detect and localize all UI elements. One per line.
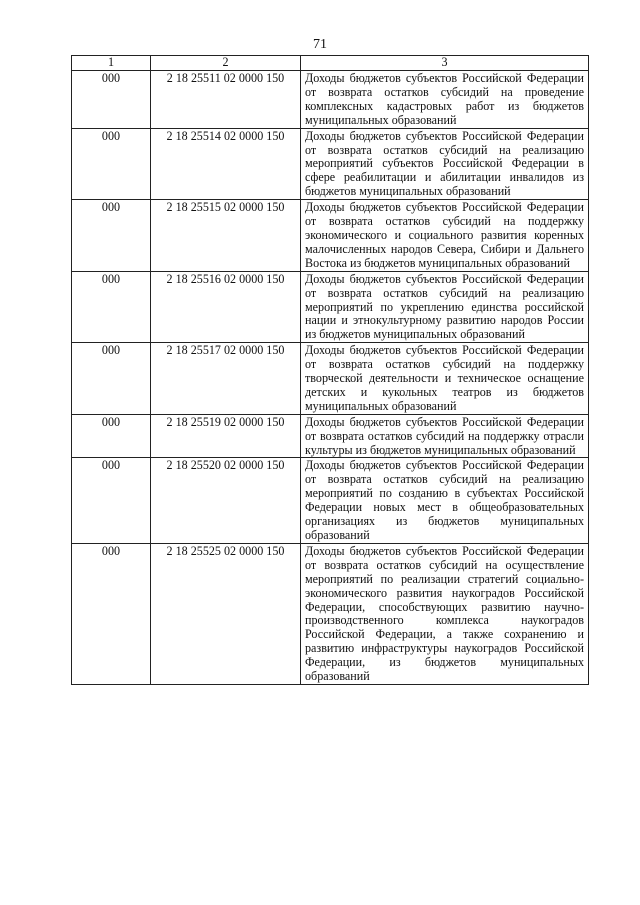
table-row	[72, 128, 589, 200]
description-cell: Доходы бюджетов субъектов Российской Федерации от возврата остатков субсидий на поддержку творческой деятельности и техническое оснащение детских и кукольных театров из бюджетов муниципальных образований	[301, 343, 589, 415]
admin-code-cell: 000	[72, 343, 151, 415]
description-cell: Доходы бюджетов субъектов Российской Федерации от возврата остатков субсидий на проведение комплексных кадастровых работ из бюджетов муниципальных образований	[301, 71, 589, 129]
description-cell: Доходы бюджетов субъектов Российской Федерации от возврата остатков субсидий на поддержку отрасли культуры из бюджетов муниципальных образований	[301, 414, 589, 458]
kbk-code-cell: 2 18 25519 02 0000 150	[151, 414, 301, 458]
column-header-3: 3	[301, 56, 589, 71]
description-cell: Доходы бюджетов субъектов Российской Федерации от возврата остатков субсидий на осуществление мероприятий по реализации стратегий социально-экономического развития наукоградов Российской Федерации, способствующих развитию научно-производственного комплекса наукоградов Российской Федерации, а также сохранению и развитию инфраструктуры наукоградов Российской Федерации, из бюджетов муниципальных образований	[301, 543, 589, 684]
column-header-2: 2	[151, 56, 301, 71]
table-row	[72, 71, 589, 129]
kbk-code-cell: 2 18 25514 02 0000 150	[151, 128, 301, 200]
kbk-code-cell: 2 18 25516 02 0000 150	[151, 271, 301, 343]
description-cell: Доходы бюджетов субъектов Российской Федерации от возврата остатков субсидий на поддержку экономического и социального развития коренных малочисленных народов Севера, Сибири и Дальнего Востока из бюджетов муниципальных образований	[301, 200, 589, 272]
kbk-code-cell: 2 18 25511 02 0000 150	[151, 71, 301, 129]
kbk-code-cell: 2 18 25515 02 0000 150	[151, 200, 301, 272]
table-row	[72, 271, 589, 343]
kbk-code-cell: 2 18 25525 02 0000 150	[151, 543, 301, 684]
admin-code-cell: 000	[72, 271, 151, 343]
table-row	[72, 458, 589, 543]
description-cell: Доходы бюджетов субъектов Российской Федерации от возврата остатков субсидий на реализацию мероприятий по укреплению единства российской нации и этнокультурному развитию народов России из бюджетов муниципальных образований	[301, 271, 589, 343]
header-row	[72, 56, 589, 71]
description-cell: Доходы бюджетов субъектов Российской Федерации от возврата остатков субсидий на реализацию мероприятий по созданию в субъектах Российской Федерации новых мест в общеобразовательных организациях из бюджетов муниципальных образований	[301, 458, 589, 543]
page-number: 71	[313, 37, 327, 52]
admin-code-cell: 000	[72, 458, 151, 543]
kbk-code-cell: 2 18 25517 02 0000 150	[151, 343, 301, 415]
admin-code-cell: 000	[72, 128, 151, 200]
table-row	[72, 543, 589, 684]
kbk-code-cell: 2 18 25520 02 0000 150	[151, 458, 301, 543]
admin-code-cell: 000	[72, 71, 151, 129]
table-header	[72, 56, 589, 71]
budget-classification-table	[71, 55, 589, 685]
description-cell: Доходы бюджетов субъектов Российской Федерации от возврата остатков субсидий на реализацию мероприятий субъектов Российской Федерации в сфере реабилитации и абилитации инвалидов из бюджетов муниципальных образований	[301, 128, 589, 200]
table-row	[72, 343, 589, 415]
admin-code-cell: 000	[72, 200, 151, 272]
column-header-1: 1	[72, 56, 151, 71]
table-row	[72, 200, 589, 272]
table-row	[72, 414, 589, 458]
admin-code-cell: 000	[72, 414, 151, 458]
table-body	[72, 71, 589, 685]
admin-code-cell: 000	[72, 543, 151, 684]
